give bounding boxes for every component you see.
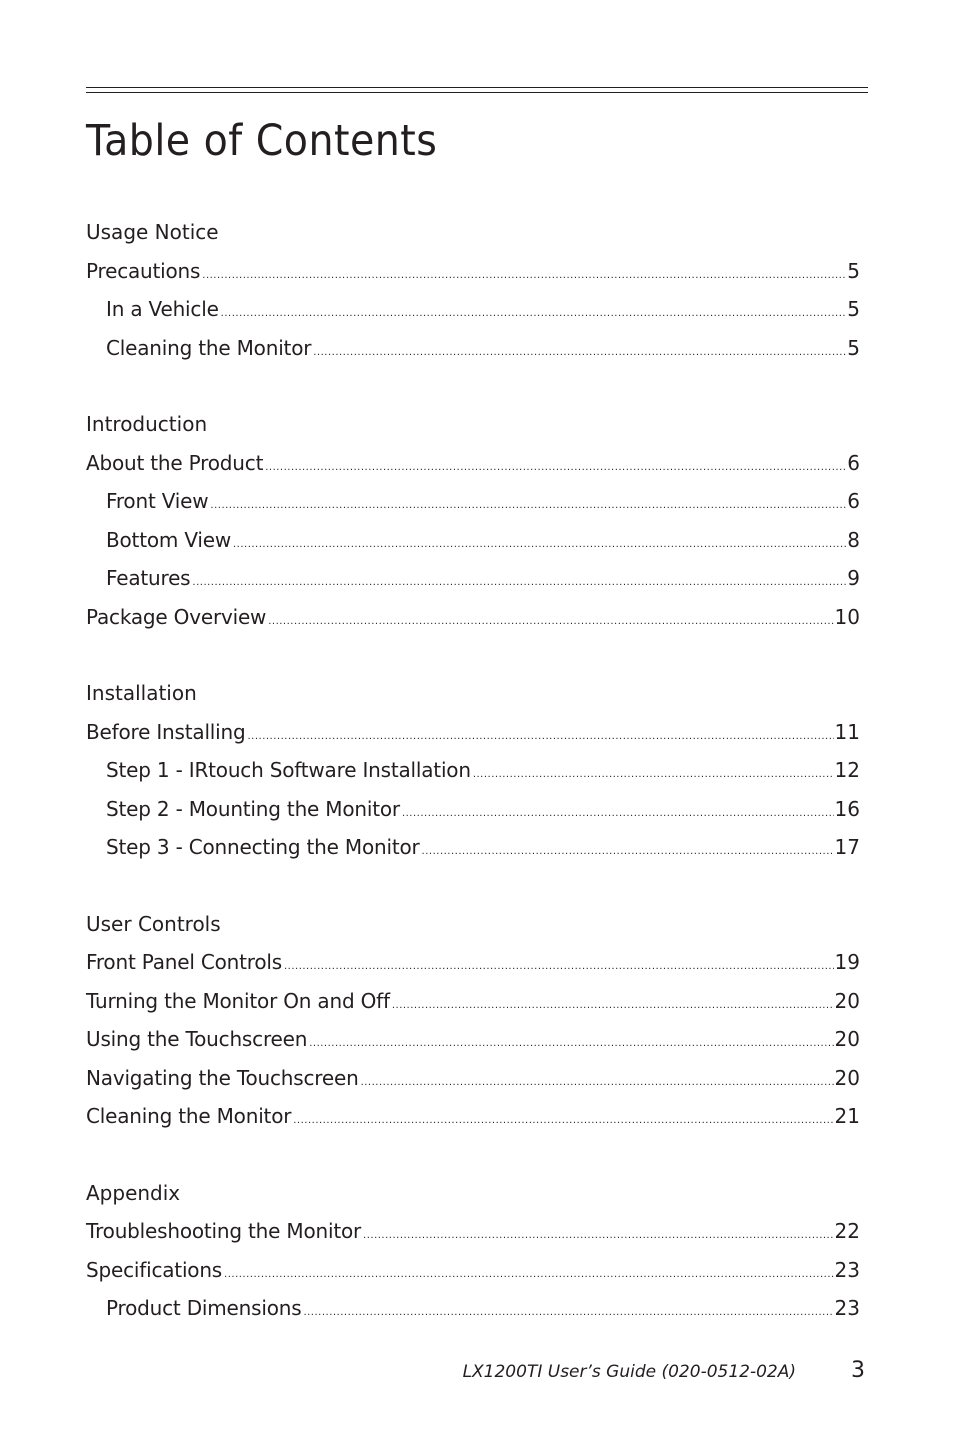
- section-heading: User Controls: [86, 911, 221, 936]
- toc-entry-label: Precautions: [86, 258, 201, 283]
- table-of-contents: [86, 213, 860, 1366]
- toc-entry-step-2[interactable]: [86, 790, 860, 829]
- dot-leader: [265, 449, 846, 488]
- toc-entry-page: 6: [847, 450, 860, 475]
- toc-entry-label: Features: [106, 566, 191, 590]
- toc-section-user-controls: [86, 905, 860, 1136]
- dot-leader: [233, 526, 846, 565]
- toc-entry-label: Before Installing: [86, 719, 246, 744]
- toc-entry-label: Turning the Monitor On and Off: [86, 988, 390, 1013]
- dot-leader: [473, 756, 834, 795]
- toc-entry-front-panel-controls[interactable]: [86, 943, 860, 982]
- toc-section-usage-notice: [86, 213, 860, 367]
- dot-leader: [303, 1294, 833, 1333]
- toc-entry-page: 6: [847, 489, 860, 513]
- toc-entry-package-overview[interactable]: [86, 598, 860, 637]
- toc-entry-label: Navigating the Touchscreen: [86, 1065, 359, 1090]
- toc-entry-label: Product Dimensions: [106, 1296, 302, 1320]
- toc-entry-label: Cleaning the Monitor: [86, 1104, 292, 1128]
- toc-entry-page: 5: [847, 297, 860, 321]
- toc-entry-page: 5: [847, 258, 860, 283]
- toc-entry-page: 20: [834, 1065, 860, 1090]
- toc-entry-cleaning-monitor[interactable]: [86, 1097, 860, 1136]
- toc-entry-page: 12: [834, 758, 860, 782]
- toc-entry-bottom-view[interactable]: [86, 521, 860, 560]
- toc-entry-about-the-product[interactable]: [86, 444, 860, 483]
- page-title: Table of Contents: [86, 116, 438, 166]
- toc-entry-label: Using the Touchscreen: [86, 1027, 308, 1051]
- toc-entry-page: 8: [847, 527, 860, 552]
- dot-leader: [361, 1064, 834, 1103]
- toc-entry-label: Package Overview: [86, 604, 267, 629]
- toc-entry-page: 22: [834, 1219, 860, 1243]
- toc-entry-before-installing[interactable]: [86, 713, 860, 752]
- toc-entry-step-1[interactable]: [86, 751, 860, 790]
- toc-entry-page: 20: [834, 988, 860, 1013]
- toc-entry-label: Step 3 - Connecting the Monitor: [106, 835, 420, 859]
- toc-entry-page: 21: [834, 1104, 860, 1128]
- toc-entry-label: Step 2 - Mounting the Monitor: [106, 796, 400, 821]
- toc-entry-front-view[interactable]: [86, 482, 860, 521]
- toc-entry-precautions[interactable]: [86, 252, 860, 291]
- toc-entry-turning-on-off[interactable]: [86, 982, 860, 1021]
- dot-leader: [293, 1102, 833, 1141]
- header-rule-top: [86, 87, 868, 88]
- toc-entry-page: 16: [834, 796, 860, 821]
- toc-entry-page: 19: [834, 950, 860, 974]
- toc-entry-page: 10: [834, 604, 860, 629]
- dot-leader: [268, 603, 833, 642]
- dot-leader: [192, 564, 846, 603]
- dot-leader: [221, 295, 847, 334]
- toc-entry-page: 17: [834, 835, 860, 859]
- toc-entry-cleaning-the-monitor[interactable]: [86, 329, 860, 368]
- section-heading: Installation: [86, 681, 197, 705]
- dot-leader: [210, 487, 846, 526]
- header-rule-bottom: [86, 92, 868, 93]
- dot-leader: [202, 257, 846, 296]
- toc-entry-label: Front View: [106, 489, 209, 513]
- dot-leader: [363, 1217, 834, 1256]
- page-footer: [0, 1358, 954, 1388]
- toc-entry-in-a-vehicle[interactable]: [86, 290, 860, 329]
- toc-entry-page: 20: [834, 1027, 860, 1051]
- toc-entry-page: 23: [834, 1257, 860, 1282]
- toc-entry-page: 11: [834, 719, 860, 744]
- toc-entry-troubleshooting[interactable]: [86, 1212, 860, 1251]
- toc-entry-step-3[interactable]: [86, 828, 860, 867]
- toc-entry-page: 9: [847, 566, 860, 590]
- toc-entry-label: Bottom View: [106, 527, 231, 552]
- toc-entry-page: 5: [847, 335, 860, 360]
- toc-entry-label: About the Product: [86, 450, 264, 475]
- toc-entry-page: 23: [834, 1296, 860, 1320]
- dot-leader: [392, 987, 834, 1026]
- toc-entry-product-dimensions[interactable]: [86, 1289, 860, 1328]
- dot-leader: [422, 833, 834, 872]
- dot-leader: [313, 334, 846, 373]
- toc-entry-navigating-touchscreen[interactable]: [86, 1059, 860, 1098]
- toc-entry-label: In a Vehicle: [106, 297, 219, 321]
- toc-entry-label: Cleaning the Monitor: [106, 335, 312, 360]
- dot-leader: [224, 1256, 834, 1295]
- toc-entry-label: Step 1 - IRtouch Software Installation: [106, 758, 471, 782]
- section-heading: Introduction: [86, 412, 208, 436]
- toc-section-introduction: [86, 405, 860, 636]
- dot-leader: [402, 795, 834, 834]
- section-heading: Usage Notice: [86, 220, 219, 244]
- toc-entry-label: Specifications: [86, 1257, 223, 1282]
- dot-leader: [309, 1025, 833, 1064]
- toc-entry-label: Troubleshooting the Monitor: [86, 1219, 362, 1243]
- toc-entry-features[interactable]: [86, 559, 860, 598]
- page-number: 3: [851, 1358, 865, 1383]
- toc-section-appendix: [86, 1174, 860, 1328]
- toc-entry-specifications[interactable]: [86, 1251, 860, 1290]
- toc-section-installation: [86, 674, 860, 867]
- footer-guide-title: LX1200TI User’s Guide (020-0512-02A): [462, 1362, 796, 1382]
- toc-entry-using-touchscreen[interactable]: [86, 1020, 860, 1059]
- toc-entry-label: Front Panel Controls: [86, 950, 282, 974]
- section-heading: Appendix: [86, 1180, 181, 1205]
